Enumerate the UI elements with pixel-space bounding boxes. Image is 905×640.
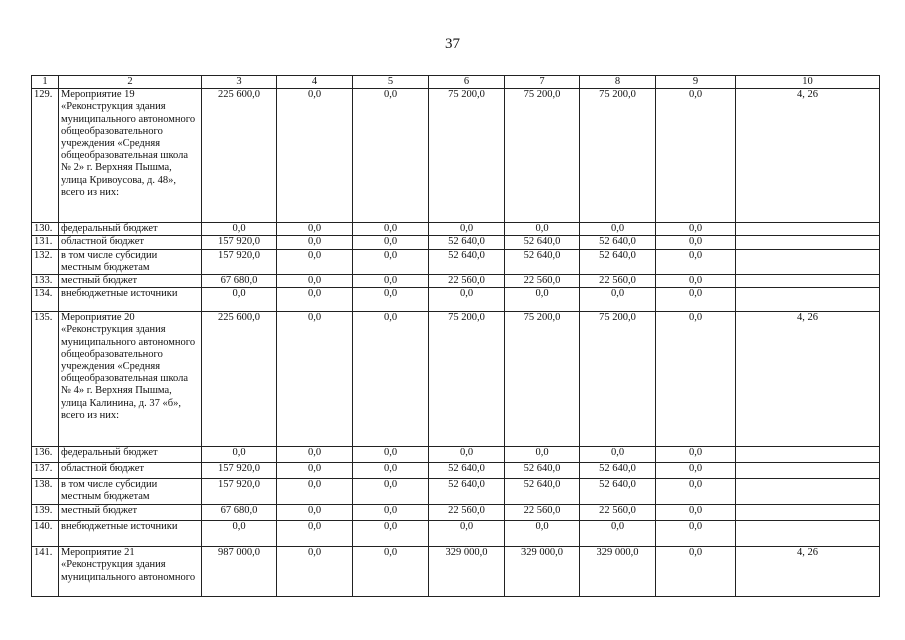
cell-col10 (736, 463, 880, 479)
row-name: местный бюджет (59, 505, 202, 521)
cell-col8: 52 640,0 (580, 236, 656, 249)
cell-col7: 329 000,0 (505, 547, 580, 597)
cell-col3: 67 680,0 (202, 275, 277, 288)
cell-col5: 0,0 (353, 463, 429, 479)
cell-col4: 0,0 (277, 505, 353, 521)
cell-col5: 0,0 (353, 547, 429, 597)
cell-col5: 0,0 (353, 249, 429, 274)
table-row (32, 275, 880, 288)
table-row (32, 447, 880, 463)
cell-col10 (736, 447, 880, 463)
row-number: 139. (32, 505, 59, 521)
row-number: 141. (32, 547, 59, 597)
cell-col9: 0,0 (656, 521, 736, 547)
cell-col4: 0,0 (277, 312, 353, 447)
cell-col6: 0,0 (429, 521, 505, 547)
cell-col10: 4, 26 (736, 312, 880, 447)
cell-col7: 0,0 (505, 447, 580, 463)
row-name: Мероприятие 20 «Реконструкция здания муниципального автономного общеобразовательного учреждения «Средняя общеобразовательная школа № 4» г. Верхняя Пышма, улица Калинина, д. 37 «б», всего из них: (59, 312, 202, 447)
row-name: областной бюджет (59, 463, 202, 479)
table-row (32, 521, 880, 547)
cell-col8: 52 640,0 (580, 479, 656, 505)
row-name: внебюджетные источники (59, 288, 202, 312)
cell-col6: 22 560,0 (429, 505, 505, 521)
page-number: 37 (445, 36, 460, 52)
row-number: 137. (32, 463, 59, 479)
cell-col8: 0,0 (580, 447, 656, 463)
row-number: 134. (32, 288, 59, 312)
row-name: федеральный бюджет (59, 447, 202, 463)
header-cell: 6 (429, 76, 505, 89)
table-row (32, 288, 880, 312)
header-cell: 2 (59, 76, 202, 89)
cell-col8: 22 560,0 (580, 505, 656, 521)
cell-col10 (736, 223, 880, 236)
header-row (32, 76, 880, 89)
header-cell: 7 (505, 76, 580, 89)
cell-col6: 52 640,0 (429, 479, 505, 505)
table-row (32, 547, 880, 597)
cell-col10 (736, 521, 880, 547)
cell-col8: 75 200,0 (580, 312, 656, 447)
cell-col8: 0,0 (580, 288, 656, 312)
row-name: Мероприятие 21 «Реконструкция здания муниципального автономного (59, 547, 202, 597)
cell-col7: 22 560,0 (505, 275, 580, 288)
row-name: в том числе субсидии местным бюджетам (59, 249, 202, 274)
cell-col4: 0,0 (277, 275, 353, 288)
table-row (32, 89, 880, 223)
cell-col6: 75 200,0 (429, 312, 505, 447)
cell-col9: 0,0 (656, 249, 736, 274)
row-number: 129. (32, 89, 59, 223)
cell-col3: 67 680,0 (202, 505, 277, 521)
table-row (32, 312, 880, 447)
header-cell: 9 (656, 76, 736, 89)
cell-col4: 0,0 (277, 236, 353, 249)
table-row (32, 223, 880, 236)
cell-col7: 52 640,0 (505, 236, 580, 249)
cell-col7: 52 640,0 (505, 463, 580, 479)
cell-col9: 0,0 (656, 547, 736, 597)
cell-col3: 225 600,0 (202, 312, 277, 447)
cell-col10 (736, 288, 880, 312)
cell-col7: 75 200,0 (505, 312, 580, 447)
cell-col9: 0,0 (656, 463, 736, 479)
cell-col7: 22 560,0 (505, 505, 580, 521)
row-number: 135. (32, 312, 59, 447)
row-number: 130. (32, 223, 59, 236)
cell-col6: 75 200,0 (429, 89, 505, 223)
cell-col10 (736, 236, 880, 249)
table-row (32, 479, 880, 505)
cell-col10 (736, 479, 880, 505)
cell-col9: 0,0 (656, 89, 736, 223)
header-cell: 1 (32, 76, 59, 89)
cell-col6: 22 560,0 (429, 275, 505, 288)
cell-col4: 0,0 (277, 547, 353, 597)
row-name: областной бюджет (59, 236, 202, 249)
cell-col3: 0,0 (202, 521, 277, 547)
cell-col5: 0,0 (353, 89, 429, 223)
cell-col9: 0,0 (656, 447, 736, 463)
cell-col6: 329 000,0 (429, 547, 505, 597)
row-number: 133. (32, 275, 59, 288)
cell-col5: 0,0 (353, 288, 429, 312)
table-row (32, 463, 880, 479)
budget-table (31, 75, 880, 597)
cell-col3: 157 920,0 (202, 463, 277, 479)
cell-col9: 0,0 (656, 288, 736, 312)
cell-col4: 0,0 (277, 288, 353, 312)
header-cell: 4 (277, 76, 353, 89)
cell-col4: 0,0 (277, 479, 353, 505)
cell-col4: 0,0 (277, 521, 353, 547)
cell-col3: 0,0 (202, 447, 277, 463)
cell-col4: 0,0 (277, 89, 353, 223)
cell-col4: 0,0 (277, 463, 353, 479)
cell-col4: 0,0 (277, 249, 353, 274)
cell-col6: 0,0 (429, 223, 505, 236)
cell-col7: 0,0 (505, 288, 580, 312)
cell-col9: 0,0 (656, 275, 736, 288)
cell-col6: 0,0 (429, 288, 505, 312)
cell-col7: 0,0 (505, 223, 580, 236)
header-cell: 10 (736, 76, 880, 89)
cell-col9: 0,0 (656, 479, 736, 505)
cell-col5: 0,0 (353, 447, 429, 463)
cell-col5: 0,0 (353, 479, 429, 505)
cell-col7: 75 200,0 (505, 89, 580, 223)
cell-col3: 0,0 (202, 223, 277, 236)
table-row (32, 505, 880, 521)
row-number: 140. (32, 521, 59, 547)
cell-col9: 0,0 (656, 312, 736, 447)
cell-col5: 0,0 (353, 521, 429, 547)
cell-col6: 0,0 (429, 447, 505, 463)
cell-col8: 75 200,0 (580, 89, 656, 223)
cell-col10: 4, 26 (736, 89, 880, 223)
row-number: 132. (32, 249, 59, 274)
cell-col8: 52 640,0 (580, 463, 656, 479)
cell-col9: 0,0 (656, 223, 736, 236)
cell-col3: 157 920,0 (202, 249, 277, 274)
table-row (32, 249, 880, 274)
table-row (32, 236, 880, 249)
row-name: местный бюджет (59, 275, 202, 288)
cell-col10 (736, 275, 880, 288)
cell-col5: 0,0 (353, 236, 429, 249)
header-cell: 3 (202, 76, 277, 89)
row-name: федеральный бюджет (59, 223, 202, 236)
cell-col3: 157 920,0 (202, 479, 277, 505)
cell-col3: 987 000,0 (202, 547, 277, 597)
row-name: внебюджетные источники (59, 521, 202, 547)
row-number: 131. (32, 236, 59, 249)
cell-col3: 225 600,0 (202, 89, 277, 223)
cell-col3: 157 920,0 (202, 236, 277, 249)
cell-col8: 0,0 (580, 223, 656, 236)
row-number: 136. (32, 447, 59, 463)
cell-col7: 0,0 (505, 521, 580, 547)
cell-col5: 0,0 (353, 275, 429, 288)
cell-col8: 22 560,0 (580, 275, 656, 288)
cell-col8: 0,0 (580, 521, 656, 547)
header-cell: 8 (580, 76, 656, 89)
cell-col10 (736, 505, 880, 521)
cell-col6: 52 640,0 (429, 249, 505, 274)
header-cell: 5 (353, 76, 429, 89)
cell-col10 (736, 249, 880, 274)
cell-col3: 0,0 (202, 288, 277, 312)
cell-col5: 0,0 (353, 505, 429, 521)
cell-col7: 52 640,0 (505, 249, 580, 274)
cell-col5: 0,0 (353, 312, 429, 447)
cell-col9: 0,0 (656, 505, 736, 521)
cell-col4: 0,0 (277, 447, 353, 463)
cell-col7: 52 640,0 (505, 479, 580, 505)
cell-col6: 52 640,0 (429, 236, 505, 249)
cell-col8: 329 000,0 (580, 547, 656, 597)
cell-col5: 0,0 (353, 223, 429, 236)
cell-col4: 0,0 (277, 223, 353, 236)
cell-col8: 52 640,0 (580, 249, 656, 274)
cell-col6: 52 640,0 (429, 463, 505, 479)
row-name: Мероприятие 19 «Реконструкция здания муниципального автономного общеобразовательного учреждения «Средняя общеобразовательная школа № 2» г. Верхняя Пышма, улица Кривоусова, д. 48», всего из них: (59, 89, 202, 223)
cell-col10: 4, 26 (736, 547, 880, 597)
cell-col9: 0,0 (656, 236, 736, 249)
row-number: 138. (32, 479, 59, 505)
row-name: в том числе субсидии местным бюджетам (59, 479, 202, 505)
